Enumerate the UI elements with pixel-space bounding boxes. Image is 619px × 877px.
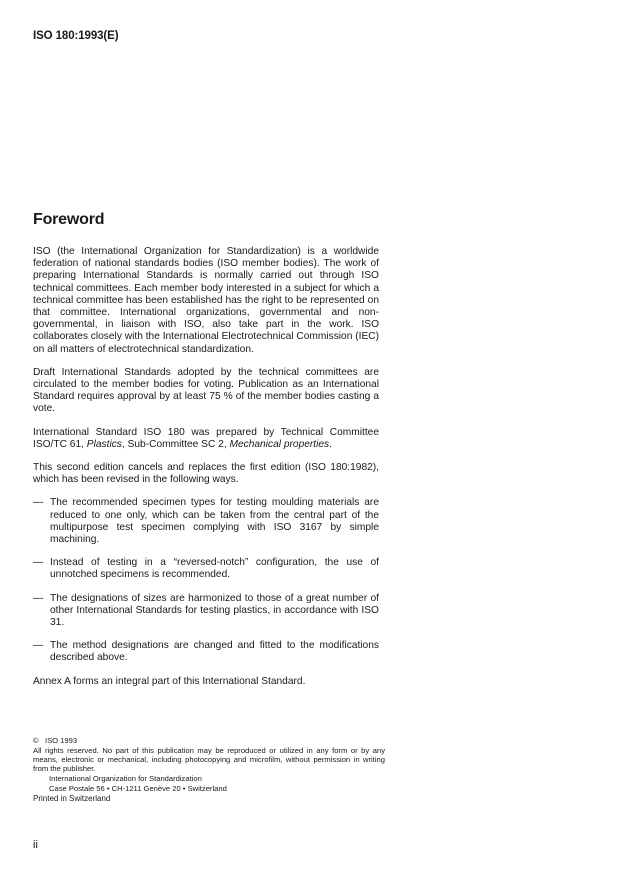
prepared-by-end: . [329, 438, 332, 450]
page-title: Foreword [33, 211, 105, 228]
dash-bullet: — [33, 592, 44, 604]
org-address: Case Postale 56 • CH-1211 Genève 20 • Switzerland [49, 783, 227, 793]
paragraph-prepared-by [33, 427, 379, 451]
list-item [33, 640, 379, 664]
copyright-symbol: © [33, 736, 39, 745]
list-item-text: The method designations are changed and fitted to the modifications described above. [50, 640, 379, 664]
list-item [33, 557, 379, 581]
dash-bullet: — [33, 640, 44, 652]
list-item-text: The recommended specimen types for testing moulding materials are reduced to one only, which can be taken from the central part of the multipurpose test specimen complying with ISO 3167 by simple machining. [50, 497, 379, 546]
revision-list [33, 497, 379, 664]
list-item-text: Instead of testing in a “reversed-notch” configuration, the use of unnotched specimens is recommended. [50, 557, 379, 581]
dash-bullet: — [33, 497, 44, 509]
document-id-header: ISO 180:1993(E) [33, 30, 119, 42]
rights-notice: All rights reserved. No part of this publication may be reproduced or utilized in any form or by any means, electronic or mechanical, including photocopying and microfilm, without permission in writing from the publisher. [33, 745, 385, 773]
list-item-text: The designations of sizes are harmonized to those of a great number of other International Standards for testing plastics, in accordance with ISO 31. [50, 592, 379, 629]
committee-plastics: Plastics [86, 438, 122, 450]
org-name: International Organization for Standardization [49, 773, 202, 783]
list-item [33, 497, 379, 546]
paragraph-draft-standards: Draft International Standards adopted by the technical committees are circulated to the member bodies for voting. Publication as an International Standard requires approval by at least 75 % of the member bodies casting a vote. [33, 366, 379, 415]
copyright-block [33, 737, 385, 804]
list-item [33, 593, 379, 630]
page-number: ii [33, 839, 38, 851]
copyright-line [33, 737, 385, 746]
paragraph-iso-intro: ISO (the International Organization for Standardization) is a worldwide federation of national standards bodies (ISO member bodies). The work of preparing International Standards is normally carried out through ISO technical committees. Each member body interested in a subject for which a technical committee has been established has the right to be represented on that committee. International organizations, governmental and non-governmental, in liaison with ISO, also take part in the work. ISO collaborates closely with the International Electrotechnical Commission (IEC) on all matters of electrotechnical standardization. [33, 246, 379, 355]
prepared-by-mid: , Sub-Committee SC 2, [121, 438, 230, 450]
foreword-body [33, 246, 379, 699]
subcommittee-mechanical: Mechanical properties [229, 438, 330, 450]
paragraph-annex: Annex A forms an integral part of this International Standard. [33, 675, 306, 687]
copyright-text: ISO 1993 [44, 736, 78, 745]
dash-bullet: — [33, 557, 44, 569]
prepared-by-text: International Standard ISO 180 was prepared by Technical Committee ISO/TC 61, [33, 426, 379, 450]
paragraph-second-edition: This second edition cancels and replaces the first edition (ISO 180:1982), which has been revised in the following ways. [33, 462, 379, 486]
printed-in: Printed in Switzerland [33, 794, 111, 804]
